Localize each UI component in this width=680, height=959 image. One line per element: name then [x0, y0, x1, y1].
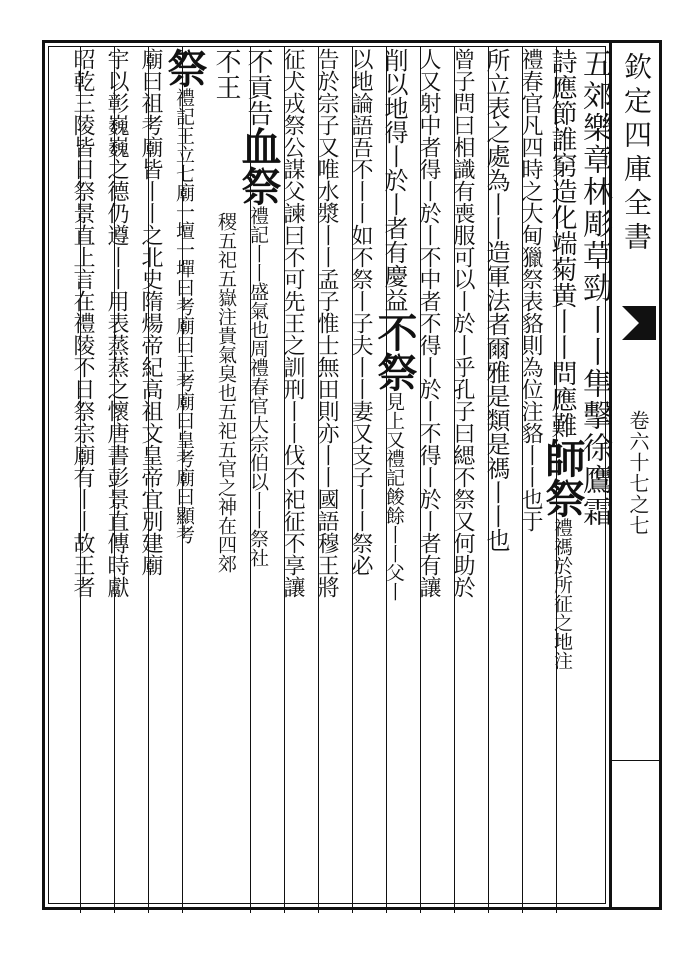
column-note: 禮記王立七廟一壇一墠曰考廟曰王考廟曰皇考廟曰顯考	[173, 88, 195, 544]
column-note: 見上又禮記餕餘丨丨父丨	[383, 392, 405, 601]
column-text: 告於宗子又唯水漿丨丨孟子惟士無田則亦丨丨國語穆王將	[314, 48, 339, 598]
margin-divider	[612, 760, 662, 761]
column-text: 不王	[211, 48, 241, 100]
entry-heading: 祭	[161, 48, 208, 88]
entry-heading: 師祭	[539, 438, 586, 518]
book-title: 欽定四庫全書	[620, 52, 653, 256]
column-text: 所立表之處為丨丨造軍法者爾雅是類是禡丨丨也	[482, 48, 510, 552]
entry-heading: 不祭	[371, 312, 418, 392]
volume-label: 卷六十七之七	[626, 410, 650, 536]
column-text: 廟曰祖考廟皆丨丨之北史隋煬帝紀高祖文皇帝宜別建廟	[138, 48, 163, 576]
column-text: 禮春官凡四時之大甸獵祭表貉則為位注貉丨丨也于	[518, 48, 543, 532]
column-text: 曾子問曰相識有喪服可以丨於丨乎孔子曰緦不祭又何助於	[450, 48, 475, 598]
column-note: 禮禡於所征之地注	[551, 518, 573, 670]
column-text: 五郊樂章林彫草勁丨丨隼擊徐鷹霜	[577, 48, 612, 528]
text-column	[60, 48, 104, 908]
column-text: 昭乾三陵皆日祭景直上言在禮陵不日祭宗廟有丨丨故王者	[70, 48, 95, 598]
column-text: 征犬戎祭公謀父諫曰不可先王之訓刑丨丨伐不祀征不享讓	[280, 48, 305, 598]
column-text: 宇以彰巍巍之德仍遵丨丨用表蒸蒸之懷唐書彭景直傳時獻	[104, 48, 129, 598]
column-note: 禮記丨丨盛氣也周禮春官大宗伯以丨丨祭社	[247, 206, 269, 567]
column-text: 人又射中者得丨於丨不中者不得丨於丨不得丨於丨者有讓	[416, 48, 441, 598]
column-text: 詩應節誰窮造化端菊黄丨丨問應難	[547, 48, 577, 438]
column-text: 不貢告	[243, 48, 273, 126]
column-note: 稷五祀五嶽注貴氣臭也五祀五官之神在四郊	[215, 212, 237, 573]
column-text: 削以地得丨於丨者有慶益	[380, 48, 408, 312]
text-column	[204, 48, 248, 908]
entry-heading: 血祭	[235, 126, 282, 206]
column-text: 以地論語吾不丨丨如不祭丨子夫丨丨妻又支子丨丨祭必	[348, 48, 373, 576]
